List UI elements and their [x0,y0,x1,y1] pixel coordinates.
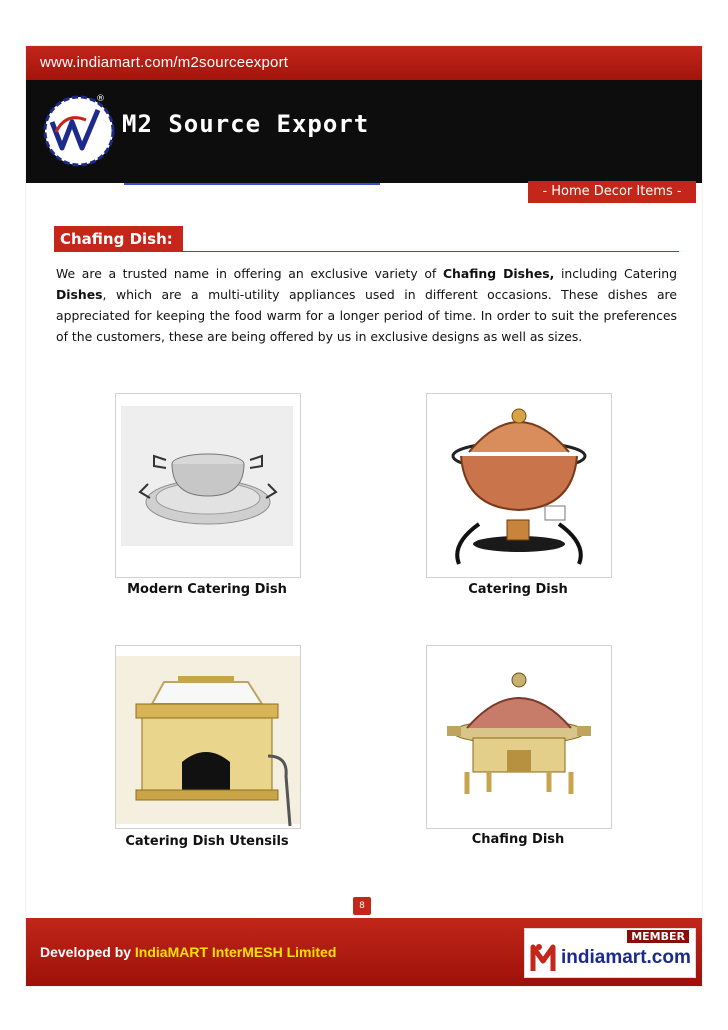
product-caption[interactable]: Chafing Dish [471,832,565,847]
catering-dish-photo [116,394,300,577]
indiamart-logo-icon [529,941,563,975]
section-tag: - Home Decor Items - [528,181,696,203]
product-caption[interactable]: Modern Catering Dish [127,582,287,597]
registered-icon: ® [96,94,105,104]
product-image-catering-dish[interactable] [426,393,612,578]
page-title: Chafing Dish: [54,226,183,252]
intro-paragraph: We are a trusted name in offering an exclusive variety of Chafing Dishes, including Catering Dishes, which are a multi-utility appliances used in different occasions. These dishes are appreciated for keeping the food warm for a longer period of time. In order to suit the preferences of the customers, these are being offered by us in exclusive designs as well as sizes. [56,266,677,344]
product-caption[interactable]: Catering Dish Utensils [125,834,289,849]
product-image-catering-dish-utensils[interactable] [115,645,301,829]
chafing-dish-photo [427,646,611,828]
divider-line [124,183,380,185]
product-image-chafing-dish[interactable] [426,645,612,829]
product-caption[interactable]: Catering Dish [468,582,568,597]
company-name: M2 Source Export [122,110,370,138]
company-logo-icon [40,92,118,170]
url-bar [26,46,702,80]
member-label: MEMBER [627,930,689,943]
product-image-modern-catering-dish[interactable] [115,393,301,578]
catering-dish-photo [427,394,611,577]
developer-credit: Developed by IndiaMART InterMESH Limited [40,944,337,960]
brand-header [26,80,702,183]
developer-link[interactable]: IndiaMART InterMESH Limited [134,944,337,960]
indiamart-brand: indiamart.com [561,947,691,968]
page-number: 8 [353,897,371,915]
site-url[interactable]: www.indiamart.com/m2sourceexport [40,54,289,71]
title-rule [176,251,679,252]
utensils-photo [116,646,300,828]
indiamart-member-badge[interactable] [524,928,696,978]
